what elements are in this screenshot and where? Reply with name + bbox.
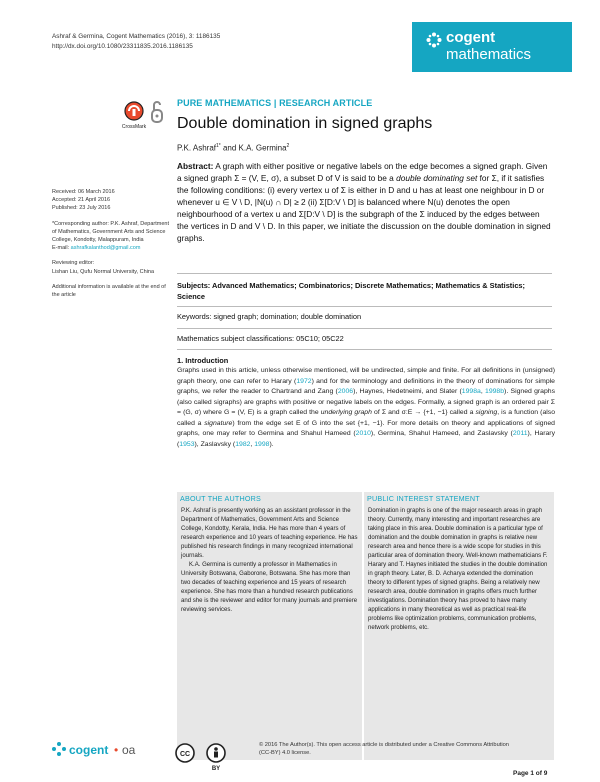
creative-commons-icon	[176, 744, 194, 762]
brand-journal: mathematics	[446, 46, 532, 63]
abstract-text-2: for Σ, if it satisfies the following conditions: (i) every vertex u of Σ is either in D and u has at least one neighbour in D or whenever u ∈ V \ D, |N(u) ∩ D| ≥ 2 (ii) Σ[D:V \ D] is balanced where N(u) denotes the open neighbourhood of a vertex u and Σ[D:V \ D] is the subgraph of the Σ induced by the edges between the vertices in D and V \ D. In this paper, we initiate the discussion on the double domination in signed graphs.	[177, 173, 551, 243]
keywords: Keywords: signed graph; domination; double domination	[177, 312, 362, 321]
about-author-1: P.K. Ashraf is presently working as an assistant professor in the Department of Mathematics, Government Arts and Science College, Kondotty, Kerala, India. He has more than 4 years of research experience and 10 years of teaching experience. He has published his research findings in many recognized international journals.	[181, 508, 358, 559]
about-author-2: K.A. Germina is currently a professor in Mathematics in University Botswana, Gaborone, Botswana. She has more than two decades of teaching experience and 15 years of research experience. She has more than a hundred research publications and she is the reviewer and editor for many journals and premiere reviewing services.	[181, 562, 358, 613]
additional-info-note: Additional information is available at the end of the article	[52, 283, 166, 299]
intro-text: ) and for the terminology and definitions in the theory of dominations for simple graphs, we refer the reader to Chartrand and Zang (	[177, 377, 555, 395]
reviewing-editor: Lishan Liu, Qufu Normal University, China	[52, 268, 154, 275]
intro-text: ), Harary (	[177, 430, 555, 448]
open-access-icon	[152, 102, 162, 122]
intro-text: ,	[250, 440, 255, 448]
author-line	[177, 143, 289, 153]
license-line-1: © 2016 The Author(s). This open access article is distributed under a Creative Commons Attribution	[259, 742, 509, 748]
intro-text: ). Signed graphs (also called sigraphs) are graphs with positive or negative labels on the edges. Formally, a signed graph is an ordered pair Σ = (G, σ) where G = (V, E) is a graph called the	[177, 388, 556, 416]
running-header	[52, 32, 312, 51]
author-1-marks: 1*	[216, 143, 221, 149]
abstract-label: Abstract:	[177, 161, 214, 171]
citation-link[interactable]: 1998	[254, 440, 270, 448]
citation-link[interactable]: 1953	[179, 440, 195, 448]
intro-text: ).	[269, 440, 274, 448]
email-label: E-mail:	[52, 245, 71, 252]
footer-logo-dot: •	[114, 743, 119, 757]
intro-text: ), Zaslavsky (	[194, 440, 236, 448]
citation-link[interactable]: 2006	[337, 388, 354, 395]
footer-logo-text: cogent	[69, 743, 109, 757]
received-date: Received: 06 March 2016	[52, 189, 115, 195]
abstract-text-1: A graph with either positive or negative labels on the edge becomes a signed graph. Given a signed graph Σ = (V, E, σ), a subset D of V is said to be a	[177, 161, 548, 183]
public-interest-box	[364, 492, 554, 760]
intro-text: ), Germina, Shahul Hameed, and Zaslavsky (	[370, 430, 513, 437]
intro-heading: 1. Introduction	[177, 356, 229, 365]
license-statement	[259, 741, 559, 757]
cc-label: CC	[179, 751, 191, 758]
intro-term: signing	[475, 409, 498, 416]
brand-name: cogent	[446, 29, 496, 46]
citation-link[interactable]: 1998a	[461, 388, 481, 395]
intro-text: of Σ and σ:E → {+1, −1} called a	[371, 409, 476, 416]
author-2[interactable]: K.A. Germina	[238, 143, 287, 153]
crossmark-openaccess	[122, 100, 178, 134]
intro-text: ,	[480, 388, 486, 395]
intro-text: ) from the edge set E of G into the set {+1, −1}. For more details on theory and applications of signed graphs, one may refer to Germina and Shahul Hameed (	[177, 419, 555, 437]
license-line-2: (CC-BY) 4.0 license.	[259, 750, 311, 756]
journal-brand[interactable]	[412, 22, 572, 72]
license-badges[interactable]	[175, 743, 255, 773]
abstract	[177, 160, 552, 244]
intro-text: Graphs used in this article, unless otherwise mentioned, will be undirected, simple and finite. For all definitions in (unsigned) graph theory, one can refer to Harary (	[177, 367, 555, 385]
footer-logo-oa: oa	[122, 743, 136, 757]
about-authors-heading: ABOUT THE AUTHORS	[177, 492, 362, 506]
about-authors-box	[177, 492, 362, 760]
citation-link[interactable]: 2010	[355, 430, 371, 437]
divider	[177, 306, 552, 307]
page-number: Page 1 of 9	[513, 770, 548, 777]
article-section-label: PURE MATHEMATICS | RESEARCH ARTICLE	[177, 98, 373, 108]
citation-link[interactable]: 1998b	[485, 388, 505, 395]
abstract-term: double dominating set	[396, 173, 478, 183]
author-email-link[interactable]: ashrafkalanthod@gmail.com	[70, 245, 141, 252]
sidebar-meta	[52, 188, 170, 306]
citation: Ashraf & Germina, Cogent Mathematics (2016), 3: 1186135	[52, 33, 221, 40]
divider	[177, 273, 552, 274]
author-separator: and	[220, 143, 239, 153]
cogent-oa-mark-icon	[52, 742, 66, 756]
intro-text: , is a function (also called a	[177, 409, 556, 427]
divider	[177, 349, 552, 350]
intro-term: underlying graph	[320, 409, 372, 416]
published-date: Published: 23 July 2016	[52, 205, 111, 212]
author-2-marks: 2	[286, 143, 290, 149]
doi-link[interactable]: http://dx.doi.org/10.1080/23311835.2016.1186135	[52, 42, 193, 50]
public-interest-text: Domination in graphs is one of the major research areas in graph theory. Currently, many interesting and important researches are taking place in this area. Double domination is a particular type of domination and the double domination in graphs is relative new research area and hence there is a wide scope for studies in this particular area of domination theory. Well-known mathematicians F. Harary and T. Haynes initiated the studies in the double domination in graph theory. Later, B. D. Acharya extended the domination theory to different types of signed graphs. Being a relatively new research area, double domination in graphs offers much further investigations. Domination theory has proved to have many applications in many theoretical as well as practical real-life problems like optimization problems, communication problems, network problems, etc.	[368, 508, 548, 631]
intro-text: ), Haynes, Hedetneimi, and Slater (	[353, 388, 462, 395]
citation-link[interactable]: 1982	[235, 440, 251, 448]
crossmark-label: CrossMark	[122, 124, 147, 130]
author-1[interactable]: P.K. Ashraf	[177, 143, 216, 153]
public-interest-heading: PUBLIC INTEREST STATEMENT	[364, 492, 554, 506]
crossmark-icon[interactable]	[122, 102, 147, 130]
citation-link[interactable]: 1972	[296, 377, 312, 385]
article-title: Double domination in signed graphs	[177, 115, 433, 132]
by-label: BY	[211, 766, 221, 772]
divider	[177, 328, 552, 329]
citation-link[interactable]: 2011	[512, 430, 528, 437]
intro-paragraph	[177, 366, 555, 450]
corresponding-author: *Corresponding author: P.K. Ashraf, Department of Mathematics, Government Arts and Science College, Kondotty, Malappuram, India	[52, 220, 169, 244]
intro-term: signature	[204, 419, 233, 427]
subjects: Subjects: Advanced Mathematics; Combinatorics; Discrete Mathematics; Mathematics & Statistics; Science	[177, 281, 526, 301]
msc-classification: Mathematics subject classifications: 05C10; 05C22	[177, 334, 344, 343]
reviewing-editor-label: Reviewing editor:	[52, 260, 95, 267]
cogent-logo-icon	[426, 32, 442, 48]
attribution-icon	[207, 744, 225, 772]
accepted-date: Accepted: 21 April 2016	[52, 197, 111, 204]
